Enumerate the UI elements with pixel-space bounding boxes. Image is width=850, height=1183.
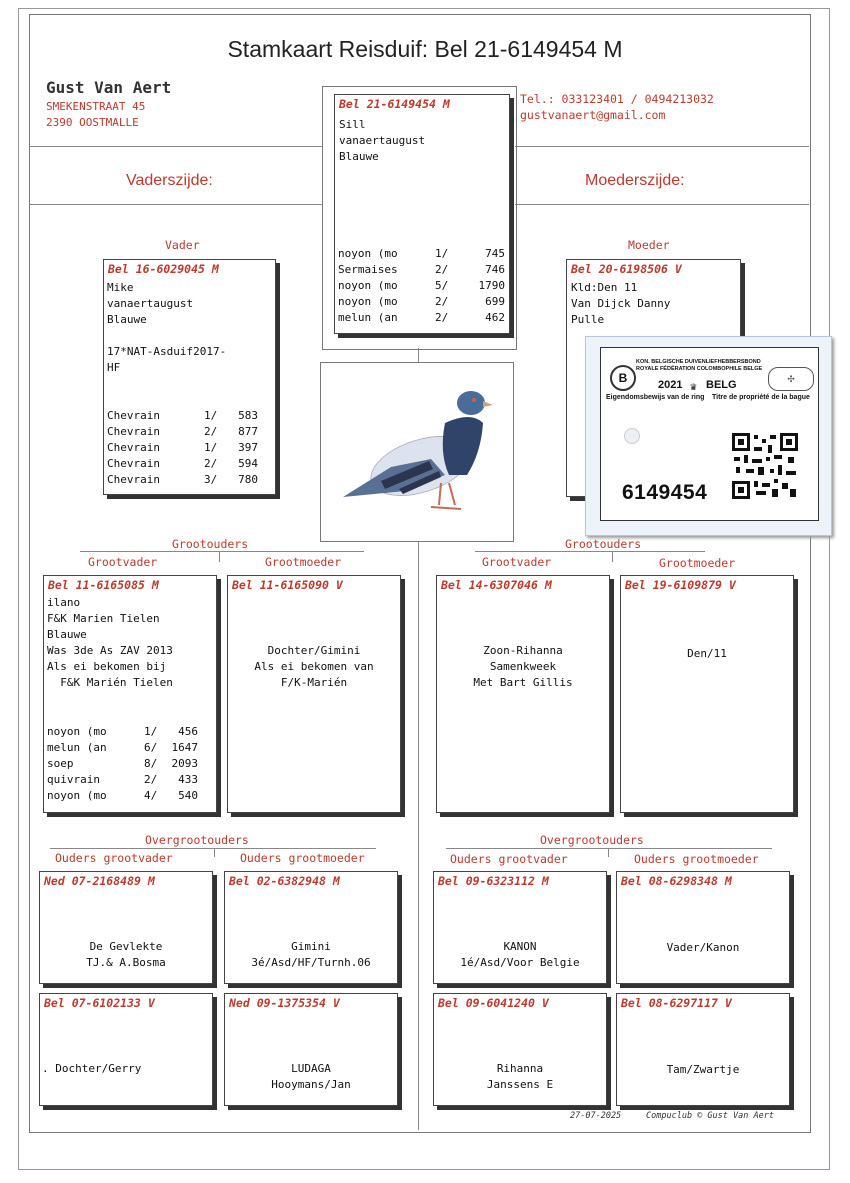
grandparents-heading-left: Grootouders [172, 537, 249, 551]
great-grandparent-card: Bel 02-6382948 M Gimini 3é/Asd/HF/Turnh.06 [224, 871, 398, 984]
owner-city: 2390 OOSTMALLE [46, 116, 139, 129]
footer-date: 27-07-2025 [570, 1111, 622, 1121]
subject-name: Sill [339, 118, 366, 131]
great-grandparent-card: Bel 09-6041240 V Rihanna Janssens E [433, 993, 607, 1106]
owner-street: SMEKENSTRAAT 45 [46, 100, 146, 113]
footer-credit: Compuclub © Gust Van Aert [646, 1111, 774, 1121]
great-grandparent-card: Ned 07-2168489 M De Gevlekte TJ.& A.Bosma [39, 871, 213, 984]
grandfather-label: Grootvader [88, 555, 158, 569]
subject-color: Blauwe [339, 150, 379, 163]
grandparents-heading-right: Grootouders [565, 537, 642, 551]
fci-logo-icon: ✣ [768, 367, 814, 391]
page-title: Stamkaart Reisduif: Bel 21-6149454 M [227, 36, 623, 62]
result-place: 1/ [435, 247, 449, 260]
subject-card [334, 94, 510, 334]
father-ring: Bel 16-6029045 M [108, 262, 219, 276]
result-count: 746 [485, 263, 505, 276]
mother-side-heading: Moederszijde: [585, 172, 685, 189]
punch-hole [624, 428, 640, 444]
maternal-grandmother-card: Bel 19-6109879 V Den/11 [620, 575, 794, 813]
pigeon-photo [320, 362, 514, 542]
result-race: melun (an [338, 311, 398, 324]
header-divider [29, 146, 322, 147]
center-vertical-line [418, 540, 419, 1130]
subject-ring: Bel 21-6149454 M [339, 97, 450, 111]
great-grandparent-card: Bel 08-6298348 M Vader/Kanon [616, 871, 790, 984]
great-grandparent-card: Bel 07-6102133 V . Dochter/Gerry [39, 993, 213, 1106]
mother-ring: Bel 20-6198506 V [571, 262, 682, 276]
federation-logo-icon: B [610, 365, 636, 391]
great-grandparent-card: Bel 09-6323112 M KANON 1é/Asd/Voor Belgie [433, 871, 607, 984]
result-count: 699 [485, 295, 505, 308]
result-race: noyon (mo [338, 247, 398, 260]
father-label: Vader [165, 238, 200, 252]
ring-ownership-card: B KON. BELGISCHE DUIVENLIEFHEBBERSBOND ROYALE FÉDÉRATION COLOMBOPHILE BELGE 2021 ♛ BELG ✣ Eigendomsbewijs van de ring Titre de propriété de la bague 6149454 [585, 336, 832, 536]
owner-phone: Tel.: 033123401 / 0494213032 [520, 92, 714, 106]
result-count: 745 [485, 247, 505, 260]
result-place: 2/ [435, 263, 449, 276]
father-side-heading: Vaderszijde: [126, 172, 213, 189]
mother-label: Moeder [628, 238, 670, 252]
owner-email: gustvanaert@gmail.com [520, 108, 666, 122]
grandmother-label: Grootmoeder [659, 556, 736, 570]
crown-icon: ♛ [690, 380, 697, 393]
maternal-grandfather-card: Bel 14-6307046 M Zoon-Rihanna Samenkweek Met Bart Gillis [436, 575, 610, 813]
result-race: noyon (mo [338, 279, 398, 292]
subject-breeder: vanaertaugust [339, 134, 426, 147]
paternal-grandmother-card: Bel 11-6165090 V Dochter/Gimini Als ei bekomen van F/K-Marién [227, 575, 401, 813]
owner-name: Gust Van Aert [46, 78, 172, 97]
pigeon-icon [321, 363, 513, 541]
result-race: noyon (mo [338, 295, 398, 308]
result-race: Sermaises [338, 263, 398, 276]
great-grandparents-heading-left: Overgrootouders [145, 833, 249, 847]
result-place: 2/ [435, 311, 449, 324]
great-grandparents-heading-right: Overgrootouders [540, 833, 644, 847]
section-divider [29, 204, 322, 205]
mother-card: Bel 20-6198506 V Kld:Den 11 Van Dijck Danny Pulle [566, 259, 741, 497]
result-count: 462 [485, 311, 505, 324]
father-card: Bel 16-6029045 M Mike vanaertaugust Blauwe 17*NAT-Asduif2017- HF Chevrain 1/ 583 Chevrain 2/ 877 Chevrain 1/ 397 Chevrain 2/ 594 Chevrain 3/ 780 [103, 259, 276, 495]
grandmother-label: Grootmoeder [265, 555, 342, 569]
grandfather-label: Grootvader [482, 555, 552, 569]
result-count: 1790 [478, 279, 505, 292]
result-place: 5/ [435, 279, 449, 292]
qr-code-icon [732, 433, 798, 499]
great-grandparent-card: Ned 09-1375354 V LUDAGA Hooymans/Jan [224, 993, 398, 1106]
paternal-grandfather-card: Bel 11-6165085 M ilano F&K Marien Tielen Blauwe Was 3de As ZAV 2013 Als ei bekomen bij F&K Marién Tielen noyon (mo 1/ 456 melun (an 6/ 1647 soep 8/ 2093 quivrain 2/ 433 noyon (mo 4/ 540 [43, 575, 217, 813]
result-place: 2/ [435, 295, 449, 308]
great-grandparent-card: Bel 08-6297117 V Tam/Zwartje [616, 993, 790, 1106]
ring-number: 6149454 [622, 481, 708, 504]
